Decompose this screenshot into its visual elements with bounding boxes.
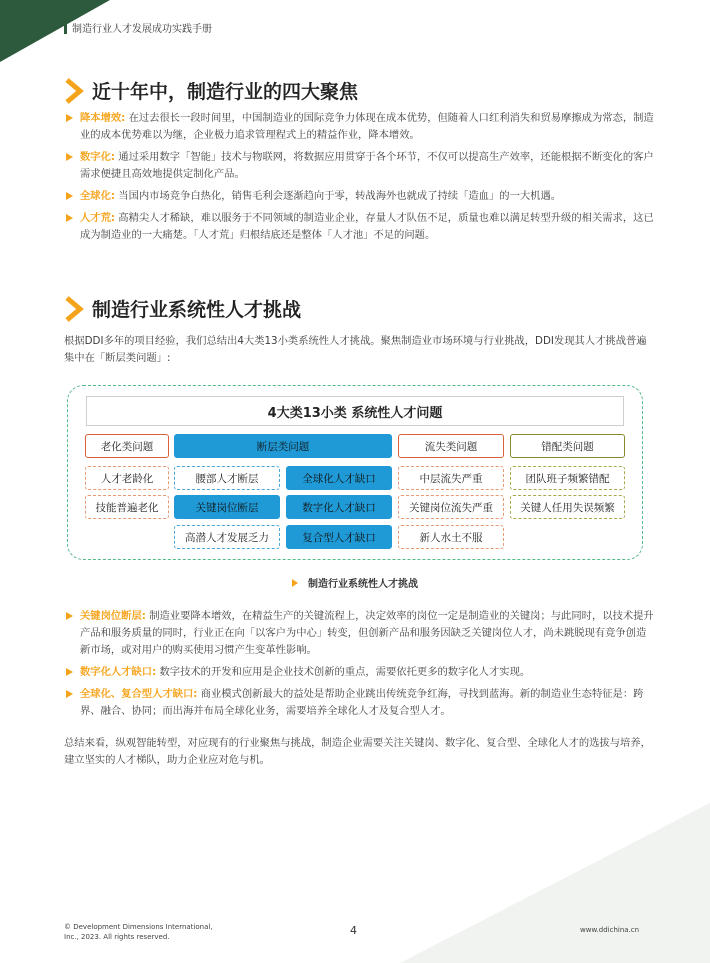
problem-item: 关键岗位流失严重 [398,495,504,519]
bullet-text: 在过去很长一段时间里，中国制造业的国际竞争力体现在成本优势，但随着人口红利消失和贸易摩擦成为常态，制造业的成本优势难以为继，企业极力追求管理程式上的精益作业，降本增效。 [80,112,654,141]
problem-item: 关键岗位断层 [174,495,280,519]
list-item [64,210,654,244]
section-title-focus [64,77,358,104]
problem-item: 数字化人才缺口 [286,495,392,519]
chevron-right-icon [64,78,84,104]
copyright-line: © Development Dimensions International, [64,923,213,931]
footer-url[interactable]: www.ddichina.cn [580,926,640,934]
diagram-caption-text: 制造行业系统性人才挑战 [308,579,418,590]
bullet-label: 数字化: [80,151,116,163]
problem-item: 复合型人才缺口 [286,525,392,549]
category-gap: 断层类问题 [174,434,392,458]
bullet-triangle-icon [66,612,73,620]
corner-decoration-bottom-right [400,803,710,963]
problem-item: 团队班子频繁错配 [510,466,625,490]
list-item [64,110,654,144]
summary-paragraph: 总结来看，纵观智能转型，对应现有的行业聚焦与挑战，制造企业需要关注关键岗、数字化、复合型、全球化人才的选拔与培养，建立坚实的人才梯队，助力企业应对危与机。 [64,737,651,766]
bullet-triangle-icon [66,690,73,698]
page-number: 4 [350,924,357,937]
problem-item: 全球化人才缺口 [286,466,392,490]
category-aging: 老化类问题 [85,434,169,458]
copyright-line: Inc., 2023. All rights reserved. [64,933,170,941]
list-item [64,664,654,681]
problem-item: 高潜人才发展乏力 [174,525,280,549]
list-item [64,188,654,205]
category-mismatch: 错配类问题 [510,434,625,458]
section-title-text: 近十年中，制造行业的四大聚焦 [92,81,359,103]
running-header: 制造行业人才发展成功实践手册 [72,24,212,35]
chevron-right-icon [64,296,84,322]
section-title-challenges [64,295,301,322]
problem-item: 腰部人才断层 [174,466,280,490]
bullet-triangle-icon [66,192,73,200]
list-item [64,608,654,659]
problem-item: 技能普遍老化 [85,495,169,519]
section-title-text: 制造行业系统性人才挑战 [92,299,302,321]
list-item [64,149,654,183]
bullet-triangle-icon [66,214,73,222]
bullet-label: 降本增效: [80,112,126,124]
bullet-text: 商业模式创新最大的益处是帮助企业跳出传统竞争红海，寻找到蓝海。新的制造业生态特征是：跨界、融合、协同；而出海并布局全球化业务，需要培养全球化人才及复合型人才。 [80,688,644,717]
talent-problem-diagram [67,385,643,560]
bullet-triangle-icon [66,114,73,122]
challenge-bullet-list [64,608,654,725]
problem-item: 人才老龄化 [85,466,169,490]
diagram-caption [0,575,710,590]
problem-item: 新人水土不服 [398,525,504,549]
bullet-label: 数字化人才缺口: [80,666,157,678]
caption-triangle-icon [292,579,298,587]
bullet-label: 全球化: [80,190,116,202]
bullet-triangle-icon [66,668,73,676]
category-loss: 流失类问题 [398,434,504,458]
diagram-title: 4大类13小类 系统性人才问题 [86,396,624,426]
bullet-text: 通过采用数字「智能」技术与物联网，将数据应用贯穿于各个环节，不仅可以提高生产效率，还能根据不断变化的客户需求便捷且高效地提供定制化产品。 [80,151,654,180]
problem-item: 中层流失严重 [398,466,504,490]
bullet-text: 制造业要降本增效，在精益生产的关键流程上，决定效率的岗位一定是制造业的关键岗；与此同时，以技术提升产品和服务质量的同时，行业正在向「以客户为中心」转变，但创新产品和服务因缺乏关键岗位人才，尚未跳脱现有竞争创造新市场，或对用户的购买使用习惯产生变革性影响。 [80,610,654,656]
problem-item: 关键人任用失误频繁 [510,495,625,519]
bullet-text: 高精尖人才稀缺，难以服务于不同领域的制造业企业，存量人才队伍不足，质量也难以满足转型升级的相关需求，这已成为制造业的一大痛楚。「人才荒」归根结底还是整体「人才池」不足的问题。 [80,212,654,241]
bullet-text: 当国内市场竞争白热化，销售毛利会逐渐趋向于零，转战海外也就成了持续「造血」的一大机遇。 [118,190,562,202]
focus-bullet-list [64,110,654,249]
header-accent-bar [64,21,67,34]
list-item [64,686,654,720]
bullet-label: 关键岗位断层: [80,610,146,622]
intro-paragraph: 根据DDI多年的项目经验，我们总结出4大类13小类系统性人才挑战。聚焦制造业市场环境与行业挑战，DDI发现其人才挑战普遍集中在「断层类问题」: [64,335,647,364]
bullet-triangle-icon [66,153,73,161]
bullet-text: 数字技术的开发和应用是企业技术创新的重点，需要依托更多的数字化人才实现。 [159,666,531,678]
bullet-label: 全球化、复合型人才缺口: [80,688,198,700]
bullet-label: 人才荒: [80,212,116,224]
footer-copyright [64,922,213,942]
